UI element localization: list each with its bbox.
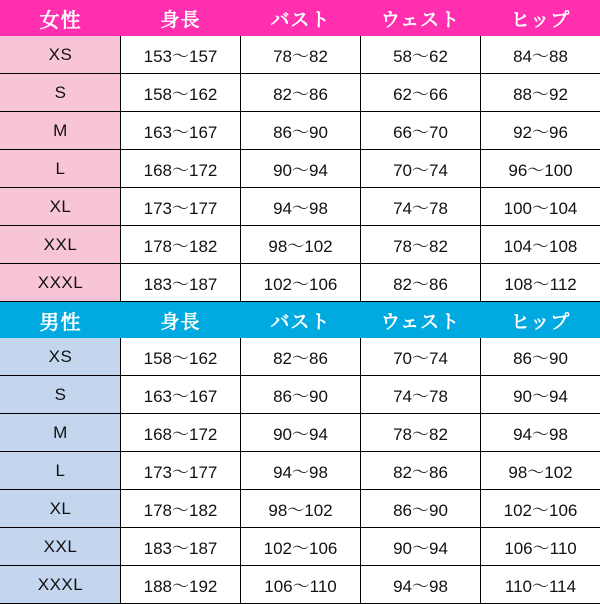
- male-hip-value: 94〜98: [481, 414, 600, 452]
- male-waist-value: 78〜82: [361, 414, 481, 452]
- table-row: [1, 150, 600, 188]
- male-hip-value: 86〜90: [481, 338, 600, 376]
- female-header-hip: ヒップ: [481, 1, 600, 36]
- female-header-waist: ウェスト: [361, 1, 481, 36]
- table-row: [1, 188, 600, 226]
- male-waist-value: 82〜86: [361, 452, 481, 490]
- male-bust-value: 82〜86: [241, 338, 361, 376]
- male-table-header-row: [1, 303, 600, 338]
- female-bust-value: 86〜90: [241, 112, 361, 150]
- female-waist-value: 74〜78: [361, 188, 481, 226]
- female-size-label: S: [1, 74, 121, 112]
- male-bust-value: 98〜102: [241, 490, 361, 528]
- male-header-waist: ウェスト: [361, 303, 481, 338]
- table-row: [1, 414, 600, 452]
- table-row: [1, 338, 600, 376]
- male-waist-value: 94〜98: [361, 566, 481, 604]
- female-hip-value: 96〜100: [481, 150, 600, 188]
- female-hip-value: 100〜104: [481, 188, 600, 226]
- table-row: [1, 36, 600, 74]
- male-size-label: M: [1, 414, 121, 452]
- male-height-value: 173〜177: [121, 452, 241, 490]
- male-header-bust: バスト: [241, 303, 361, 338]
- table-row: [1, 528, 600, 566]
- male-waist-value: 70〜74: [361, 338, 481, 376]
- female-hip-value: 84〜88: [481, 36, 600, 74]
- female-waist-value: 58〜62: [361, 36, 481, 74]
- table-row: [1, 226, 600, 264]
- male-size-label: L: [1, 452, 121, 490]
- female-bust-value: 90〜94: [241, 150, 361, 188]
- male-hip-value: 102〜106: [481, 490, 600, 528]
- female-bust-value: 82〜86: [241, 74, 361, 112]
- female-height-value: 158〜162: [121, 74, 241, 112]
- male-header-gender: 男性: [1, 303, 121, 338]
- female-bust-value: 98〜102: [241, 226, 361, 264]
- male-waist-value: 90〜94: [361, 528, 481, 566]
- male-height-value: 188〜192: [121, 566, 241, 604]
- female-waist-value: 70〜74: [361, 150, 481, 188]
- table-row: [1, 452, 600, 490]
- table-row: [1, 74, 600, 112]
- table-row: [1, 566, 600, 604]
- male-hip-value: 110〜114: [481, 566, 600, 604]
- female-size-label: XL: [1, 188, 121, 226]
- male-height-value: 178〜182: [121, 490, 241, 528]
- male-size-label: XS: [1, 338, 121, 376]
- female-table-header-row: [1, 1, 600, 36]
- male-hip-value: 90〜94: [481, 376, 600, 414]
- male-bust-value: 106〜110: [241, 566, 361, 604]
- table-row: [1, 490, 600, 528]
- female-size-label: L: [1, 150, 121, 188]
- male-header-height: 身長: [121, 303, 241, 338]
- female-size-label: XXXL: [1, 264, 121, 302]
- female-height-value: 183〜187: [121, 264, 241, 302]
- female-hip-value: 108〜112: [481, 264, 600, 302]
- male-bust-value: 94〜98: [241, 452, 361, 490]
- female-waist-value: 62〜66: [361, 74, 481, 112]
- female-header-height: 身長: [121, 1, 241, 36]
- male-bust-value: 86〜90: [241, 376, 361, 414]
- female-waist-value: 66〜70: [361, 112, 481, 150]
- male-size-label: S: [1, 376, 121, 414]
- female-waist-value: 78〜82: [361, 226, 481, 264]
- female-size-label: M: [1, 112, 121, 150]
- table-row: [1, 264, 600, 302]
- male-bust-value: 102〜106: [241, 528, 361, 566]
- male-size-label: XXXL: [1, 566, 121, 604]
- female-waist-value: 82〜86: [361, 264, 481, 302]
- female-bust-value: 102〜106: [241, 264, 361, 302]
- female-size-label: XXL: [1, 226, 121, 264]
- female-hip-value: 92〜96: [481, 112, 600, 150]
- male-hip-value: 106〜110: [481, 528, 600, 566]
- male-hip-value: 98〜102: [481, 452, 600, 490]
- female-bust-value: 94〜98: [241, 188, 361, 226]
- female-header-bust: バスト: [241, 1, 361, 36]
- female-height-value: 173〜177: [121, 188, 241, 226]
- table-row: [1, 376, 600, 414]
- male-waist-value: 74〜78: [361, 376, 481, 414]
- male-height-value: 168〜172: [121, 414, 241, 452]
- female-height-value: 168〜172: [121, 150, 241, 188]
- female-bust-value: 78〜82: [241, 36, 361, 74]
- female-size-label: XS: [1, 36, 121, 74]
- male-height-value: 163〜167: [121, 376, 241, 414]
- male-height-value: 183〜187: [121, 528, 241, 566]
- male-bust-value: 90〜94: [241, 414, 361, 452]
- female-height-value: 153〜157: [121, 36, 241, 74]
- male-header-hip: ヒップ: [481, 303, 600, 338]
- male-size-label: XL: [1, 490, 121, 528]
- female-height-value: 163〜167: [121, 112, 241, 150]
- male-height-value: 158〜162: [121, 338, 241, 376]
- female-hip-value: 88〜92: [481, 74, 600, 112]
- male-size-label: XXL: [1, 528, 121, 566]
- table-row: [1, 112, 600, 150]
- male-size-table: [0, 302, 600, 604]
- female-hip-value: 104〜108: [481, 226, 600, 264]
- male-waist-value: 86〜90: [361, 490, 481, 528]
- female-height-value: 178〜182: [121, 226, 241, 264]
- female-header-gender: 女性: [1, 1, 121, 36]
